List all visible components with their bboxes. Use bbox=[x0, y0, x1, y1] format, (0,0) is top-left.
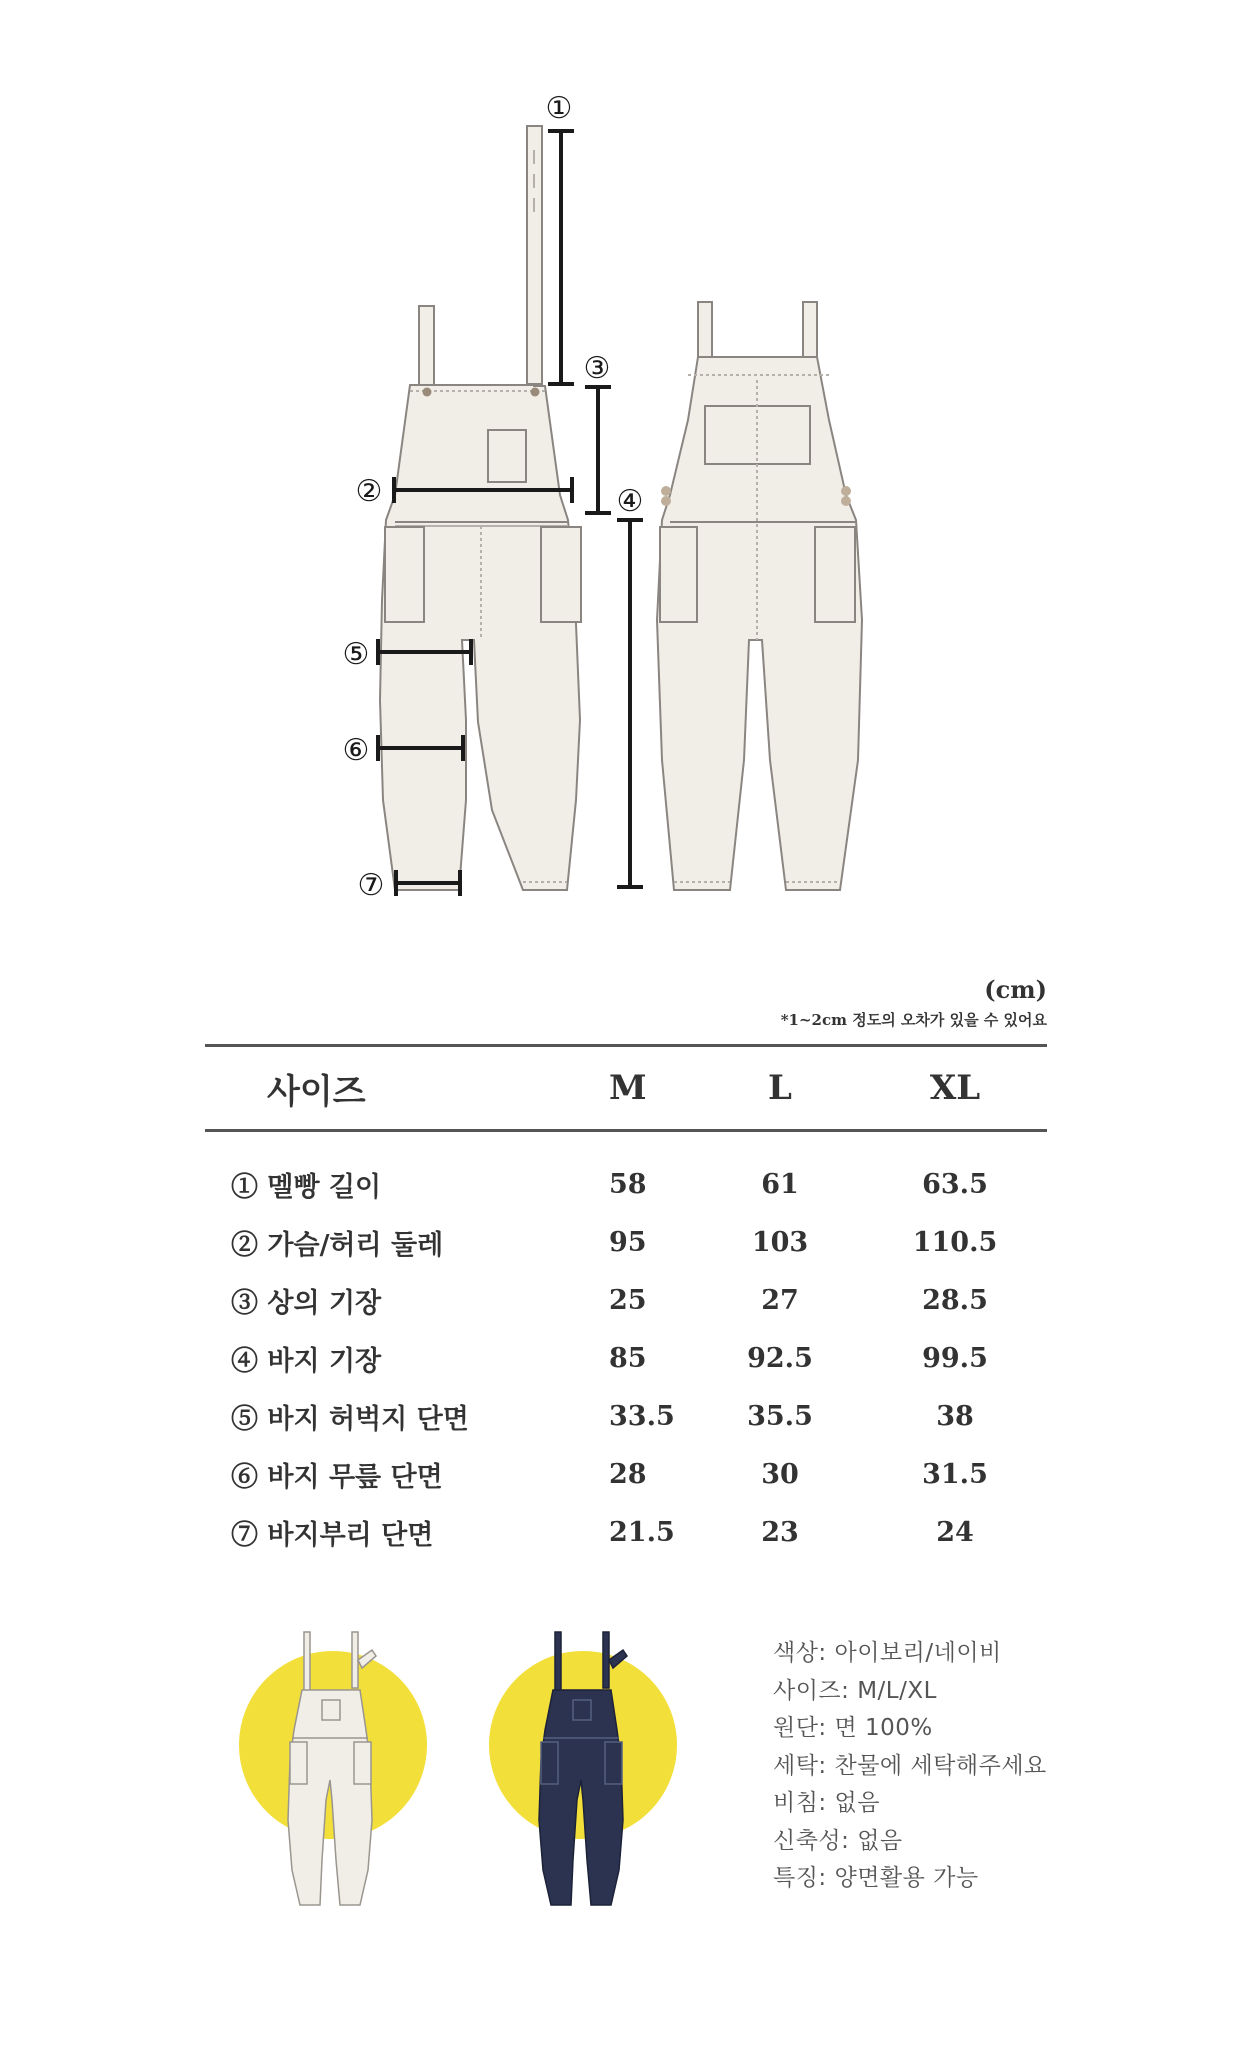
cell-l: 35.5 bbox=[747, 1400, 813, 1432]
marker-2: ② bbox=[355, 474, 383, 509]
cell-l: 61 bbox=[761, 1168, 799, 1200]
header-l: L bbox=[697, 1046, 863, 1131]
info-size: 사이즈: M/L/XL bbox=[773, 1677, 937, 1704]
header-xl: XL bbox=[863, 1046, 1047, 1131]
cell-m: 95 bbox=[609, 1226, 647, 1258]
cell-m: 21.5 bbox=[609, 1516, 675, 1548]
cell-m: 25 bbox=[609, 1284, 647, 1316]
row-label: ⑥ 바지 무릎 단면 bbox=[231, 1461, 443, 1493]
measure-line-strap bbox=[550, 131, 572, 384]
unit-label: (cm) bbox=[984, 975, 1047, 1004]
cell-l: 103 bbox=[751, 1226, 809, 1258]
size-table bbox=[205, 1044, 1047, 1561]
cell-l: 23 bbox=[761, 1516, 799, 1548]
table-row bbox=[205, 1271, 1047, 1329]
info-fabric: 원단: 면 100% bbox=[773, 1715, 933, 1741]
color-variants bbox=[0, 1600, 760, 1920]
header-m: M bbox=[527, 1046, 697, 1131]
info-feature: 특징: 양면활용 가능 bbox=[773, 1865, 979, 1891]
cell-xl: 28.5 bbox=[922, 1284, 988, 1316]
table-row bbox=[205, 1213, 1047, 1271]
table-row bbox=[205, 1387, 1047, 1445]
marker-1: ① bbox=[545, 91, 573, 126]
cell-xl: 31.5 bbox=[922, 1458, 988, 1490]
cell-xl: 110.5 bbox=[912, 1226, 998, 1258]
overalls-front-illustration bbox=[380, 126, 581, 890]
marker-6: ⑥ bbox=[342, 733, 370, 768]
row-label: ① 멜빵 길이 bbox=[231, 1171, 382, 1203]
marker-4: ④ bbox=[616, 484, 644, 519]
table-header-row bbox=[205, 1046, 1047, 1131]
marker-7: ⑦ bbox=[357, 868, 385, 903]
cell-m: 85 bbox=[609, 1342, 647, 1374]
marker-3: ③ bbox=[583, 351, 611, 386]
table-row bbox=[205, 1445, 1047, 1503]
cell-xl: 63.5 bbox=[922, 1168, 988, 1200]
cell-xl: 99.5 bbox=[922, 1342, 988, 1374]
table-row bbox=[205, 1503, 1047, 1561]
info-washing: 세탁: 찬물에 세탁해주세요 bbox=[773, 1752, 1047, 1779]
tolerance-note: *1~2cm 정도의 오차가 있을 수 있어요 bbox=[780, 1011, 1047, 1029]
row-label: ⑦ 바지부리 단면 bbox=[231, 1519, 434, 1551]
info-transparency: 비침: 없음 bbox=[773, 1790, 880, 1816]
table-row bbox=[205, 1329, 1047, 1387]
table-row bbox=[205, 1131, 1047, 1214]
cell-xl: 24 bbox=[936, 1516, 974, 1548]
product-info-list bbox=[773, 1635, 1047, 1898]
measure-line-pants-length bbox=[619, 520, 641, 887]
cell-m: 33.5 bbox=[609, 1400, 675, 1432]
cell-l: 30 bbox=[761, 1458, 799, 1490]
row-label: ③ 상의 기장 bbox=[231, 1287, 382, 1319]
cell-l: 92.5 bbox=[747, 1342, 813, 1374]
info-stretch: 신축성: 없음 bbox=[773, 1827, 903, 1854]
row-label: ② 가슴/허리 둘레 bbox=[231, 1229, 444, 1261]
overalls-back-illustration bbox=[657, 302, 862, 890]
info-color: 색상: 아이보리/네이비 bbox=[773, 1640, 1002, 1666]
header-size: 사이즈 bbox=[205, 1046, 527, 1131]
cell-m: 28 bbox=[609, 1458, 647, 1490]
measurement-diagram bbox=[0, 0, 1251, 920]
cell-xl: 38 bbox=[936, 1400, 974, 1432]
marker-5: ⑤ bbox=[342, 637, 370, 672]
cell-l: 27 bbox=[761, 1284, 799, 1316]
cell-m: 58 bbox=[609, 1168, 647, 1200]
row-label: ⑤ 바지 허벅지 단면 bbox=[231, 1403, 469, 1435]
measure-line-top-length bbox=[587, 387, 609, 513]
row-label: ④ 바지 기장 bbox=[231, 1345, 382, 1377]
